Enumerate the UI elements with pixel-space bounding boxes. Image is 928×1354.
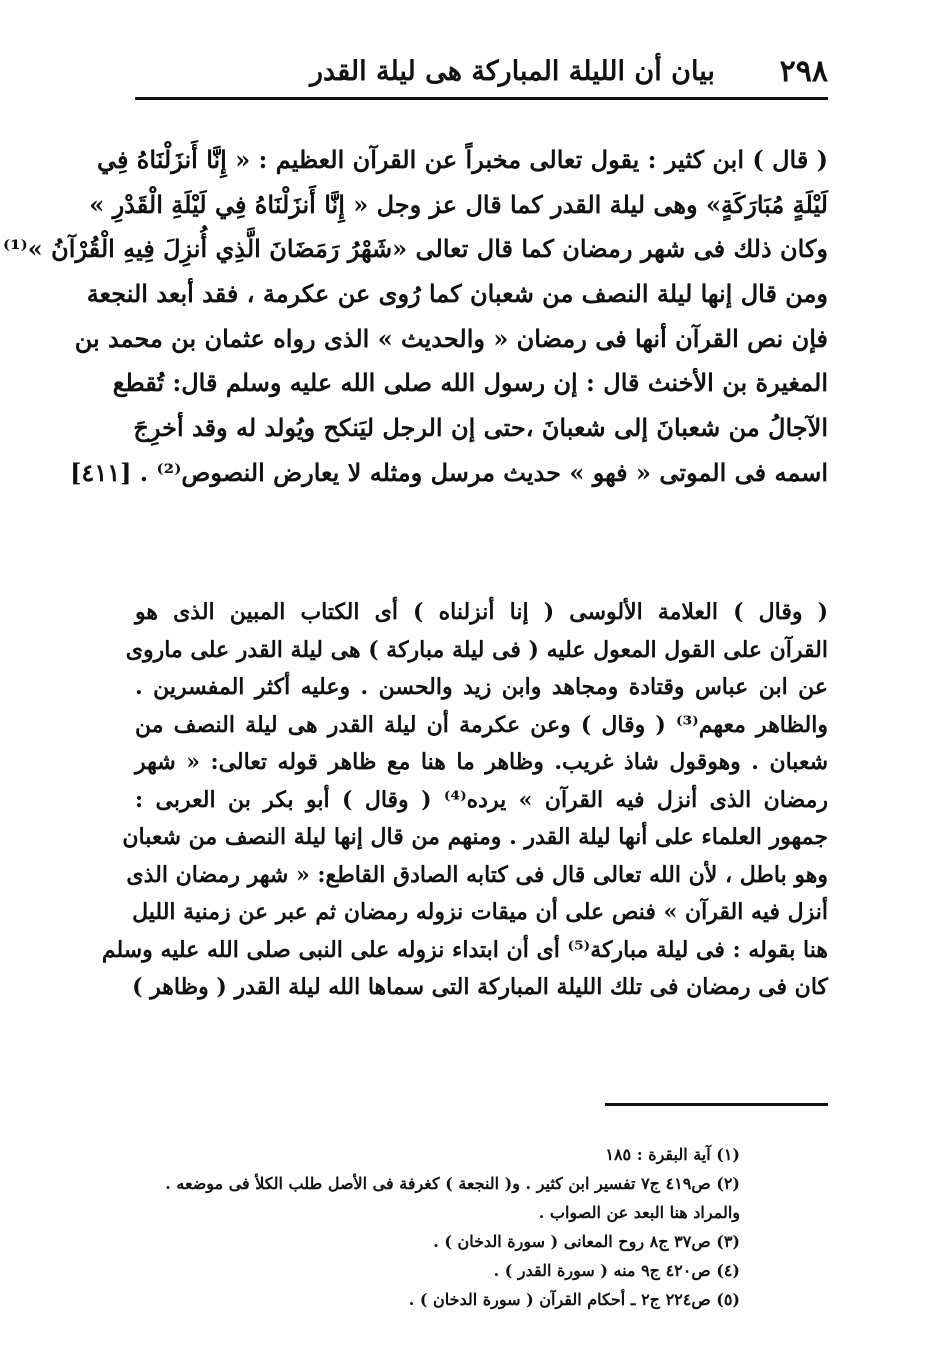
text-line: رمضان الذى أنزل فيه القرآن » يرده⁽⁴⁾ ( وقال ) أبو بكر بن العربى : bbox=[135, 786, 828, 813]
text-line: وكان ذلك فى شهر رمضان كما قال تعالى «شَهْرُ رَمَضَانَ الَّذِي أُنزِلَ فِيهِ الْقُرْآنُ »⁽¹⁾ bbox=[2, 234, 828, 264]
footnote-2: (٢) ص٤١٩ ج٧ تفسير ابن كثير . و( النجعة ) كغرفة فى الأصل طلب الكلأ فى موضعه . bbox=[165, 1174, 740, 1193]
text-line: اسمه فى الموتى « فهو » حديث مرسل ومثله لا يعارض النصوص⁽²⁾ . [٤١١] bbox=[70, 457, 828, 487]
text-line: والظاهر معهم⁽³⁾ ( وقال ) وعن عكرمة أن ليلة القدر هى ليلة النصف من bbox=[135, 711, 828, 738]
text-line: فإن نص القرآن أنها فى رمضان « والحديث » الذى رواه عثمان بن محمد بن bbox=[74, 323, 828, 353]
text-line: ( وقال ) العلامة الألوسى ( إنا أنزلناه ) أى الكتاب المبين الذى هو bbox=[135, 599, 828, 625]
text-line: هنا بقوله : فى ليلة مباركة⁽⁵⁾ أى أن ابتداء نزوله على النبى صلى الله عليه وسلم bbox=[101, 936, 828, 963]
page-number: ٢٩٨ bbox=[779, 53, 828, 89]
header-divider bbox=[135, 97, 828, 100]
page-header bbox=[135, 48, 828, 94]
text-line: لَيْلَةٍ مُبَارَكَةٍ» وهى ليلة القدر كما قال عز وجل « إِنَّا أَنزَلْنَاهُ فِي لَيْلَةِ الْقَدْرِ » bbox=[89, 189, 828, 219]
text-line: ( قال ) ابن كثير : يقول تعالى مخبراً عن القرآن العظيم : « إِنَّا أَنزَلْنَاهُ فِي bbox=[96, 145, 828, 174]
text-line: جمهور العلماء على أنها ليلة القدر . ومنهم من قال إنها ليلة النصف من شعبان bbox=[122, 824, 828, 850]
footnote-1: (١) آية البقرة : ١٨٥ bbox=[605, 1145, 740, 1164]
footnote-5: (٥) ص٢٢٤ ج٢ ـ أحكام القرآن ( سورة الدخان ) . bbox=[408, 1290, 740, 1309]
footnote-4: (٤) ص٤٢٠ ج٩ منه ( سورة القدر ) . bbox=[493, 1261, 740, 1280]
text-line: وهو باطل ، لأن الله تعالى قال فى كتابه الصادق القاطع: « شهر رمضان الذى bbox=[126, 861, 828, 888]
text-line: المغيرة بن الأخنث قال : إن رسول الله صلى الله عليه وسلم قال: تُقطع bbox=[112, 368, 828, 398]
paragraph-ibn-kathir bbox=[2, 138, 828, 496]
footnote-3: (٣) ص٣٧ ج٨ روح المعانى ( سورة الدخان ) . bbox=[433, 1232, 740, 1251]
text-line: ومن قال إنها ليلة النصف من شعبان كما رُوى عن عكرمة ، فقد أبعد النجعة bbox=[86, 279, 828, 309]
text-line: كان فى رمضان فى تلك الليلة المباركة التى سماها الله ليلة القدر ( وظاهر ) bbox=[132, 974, 828, 1000]
paragraph-alusi bbox=[101, 594, 828, 1007]
text-line: الآجالُ من شعبانَ إلى شعبانَ ،حتى إن الرجل ليَنكح ويُولد له وقد أخرِجَ bbox=[133, 413, 828, 443]
footnotes bbox=[120, 1140, 780, 1314]
text-line: القرآن على القول المعول عليه ( فى ليلة مباركة ) هى ليلة القدر على ماروى bbox=[125, 636, 828, 663]
text-line: شعبان . وهوقول شاذ غريب. وظاهر ما هنا مع ظاهر قوله تعالى: « شهر bbox=[135, 749, 828, 775]
text-line: أنزل فيه القرآن » فنص على أن ميقات نزوله رمضان ثم عبر عن زمنية الليل bbox=[132, 899, 828, 925]
running-title: بيان أن الليلة المباركة هى ليلة القدر bbox=[310, 55, 715, 87]
footnote-divider bbox=[605, 1103, 828, 1106]
text-line: عن ابن عباس وقتادة ومجاهد وابن زيد والحسن . وعليه أكثر المفسرين . bbox=[135, 674, 828, 700]
footnote-2-continued: والمراد هنا البعد عن الصواب . bbox=[538, 1203, 740, 1222]
